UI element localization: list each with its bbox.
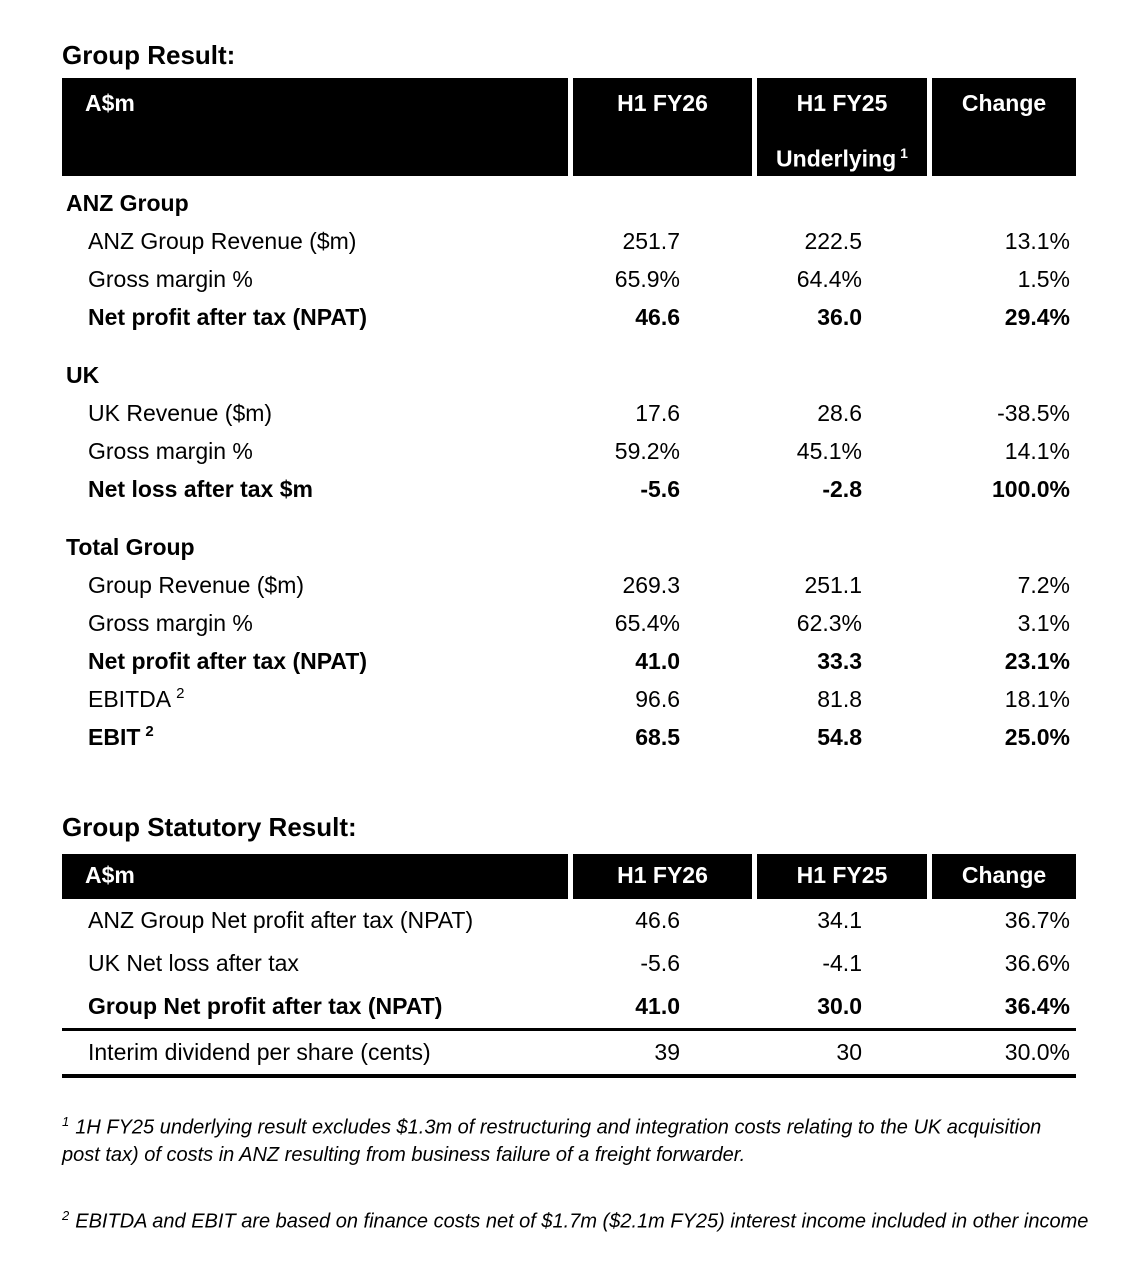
section-header-total-group: Total Group: [66, 534, 195, 560]
table-row: [62, 432, 1076, 470]
footnote-1-line-2: post tax) of costs in ANZ resulting from business failure of a freight forwarder.: [62, 1143, 746, 1166]
header-cell-h1fy26: H1 FY26: [573, 854, 752, 899]
document-page: [0, 40, 1089, 1235]
row-label: ANZ Group Revenue ($m): [88, 228, 357, 254]
table-row: [62, 642, 1076, 680]
value-h1fy25: 81.8: [817, 686, 862, 712]
value-h1fy25: -2.8: [822, 476, 862, 502]
value-change: 36.6%: [1004, 950, 1070, 976]
header-cell-h1fy25: H1 FY25: [757, 854, 927, 899]
value-h1fy25: 30.0: [817, 993, 862, 1019]
group-statutory-result-table: [62, 854, 1076, 1078]
row-label: Gross margin %: [88, 610, 253, 636]
table-row: [62, 680, 1076, 718]
value-change: 7.2%: [1017, 572, 1070, 598]
value-change: 18.1%: [1004, 686, 1070, 712]
value-change: -38.5%: [997, 400, 1070, 426]
header-cell-h1fy25-underlying: [757, 78, 927, 176]
header-cell-h1fy26: H1 FY26: [573, 78, 752, 176]
value-change: 3.1%: [1017, 610, 1070, 636]
value-h1fy26: 269.3: [622, 572, 680, 598]
row-label: EBIT $^2$: [88, 723, 154, 750]
row-label: Group Net profit after tax (NPAT): [88, 993, 443, 1019]
value-h1fy26: -5.6: [640, 950, 680, 976]
value-change: 30.0%: [1004, 1039, 1070, 1065]
row-label: UK Revenue ($m): [88, 400, 273, 426]
row-label: UK Net loss after tax: [88, 950, 299, 976]
value-h1fy25: 30: [836, 1039, 862, 1065]
value-h1fy26: 41.0: [635, 993, 680, 1019]
row-label: Net profit after tax (NPAT): [88, 648, 367, 674]
value-h1fy25: 251.1: [804, 572, 862, 598]
value-change: 13.1%: [1004, 228, 1070, 254]
row-label: EBITDA $^2$: [88, 685, 185, 712]
row-label: Net loss after tax $m: [88, 476, 313, 502]
value-h1fy26: 41.0: [635, 648, 680, 674]
statutory-header-row: [62, 854, 1076, 899]
value-h1fy26: 39: [654, 1039, 680, 1065]
footnote-ref-2: 2: [176, 685, 185, 703]
value-h1fy26: 59.2%: [614, 438, 680, 464]
value-change: 14.1%: [1004, 438, 1070, 464]
value-h1fy25: 34.1: [817, 907, 862, 933]
table-row: [62, 985, 1076, 1028]
value-change: 36.4%: [1004, 993, 1070, 1019]
table-row: [62, 604, 1076, 642]
header-cell-change: Change: [932, 78, 1076, 176]
value-h1fy26: 68.5: [635, 724, 680, 750]
footnotes: [62, 1108, 1089, 1235]
value-change: 29.4%: [1004, 304, 1070, 330]
value-h1fy26: 65.9%: [614, 266, 680, 292]
row-label: Group Revenue ($m): [88, 572, 305, 598]
header-cell-asm: A$m: [62, 854, 568, 899]
value-h1fy25: 28.6: [817, 400, 862, 426]
dividend-row: [62, 1031, 1076, 1074]
value-h1fy26: 251.7: [622, 228, 680, 254]
value-h1fy26: 96.6: [635, 686, 680, 712]
value-h1fy26: -5.6: [640, 476, 680, 502]
value-h1fy25: 62.3%: [796, 610, 862, 636]
section-header-uk: UK: [66, 362, 100, 388]
section-header-anz-group: ANZ Group: [66, 190, 189, 216]
header-cell-asm: A$m: [62, 78, 568, 176]
value-h1fy26: 46.6: [635, 304, 680, 330]
table-row: [62, 260, 1076, 298]
value-change: 23.1%: [1004, 648, 1070, 674]
value-h1fy25: 54.8: [817, 724, 862, 750]
footnote-2-line-1: $^2$ EBITDA and EBIT are based on finance costs net of $1.7m ($2.1m FY25) interest income included in other income: [62, 1207, 1089, 1233]
value-change: 100.0%: [991, 476, 1070, 502]
group-result-table: [62, 78, 1076, 756]
value-change: 36.7%: [1004, 907, 1070, 933]
row-label: Gross margin %: [88, 266, 253, 292]
table-row: [62, 470, 1076, 508]
value-h1fy25: 33.3: [817, 648, 862, 674]
value-h1fy26: 65.4%: [614, 610, 680, 636]
value-h1fy25: 222.5: [804, 228, 862, 254]
footnote-ref-2: 2: [145, 723, 154, 741]
value-h1fy25: -4.1: [822, 950, 862, 976]
value-change: 25.0%: [1004, 724, 1070, 750]
row-label: ANZ Group Net profit after tax (NPAT): [88, 907, 474, 933]
header-cell-change: Change: [932, 854, 1076, 899]
row-label: Interim dividend per share (cents): [88, 1039, 431, 1065]
table-bottom-rule: [62, 1074, 1076, 1078]
table-row: [62, 942, 1076, 985]
table-row: [62, 566, 1076, 604]
header-h1fy25-line1: H1 FY25: [796, 90, 888, 116]
value-h1fy25: 45.1%: [796, 438, 862, 464]
value-h1fy26: 17.6: [635, 400, 680, 426]
group-result-title: Group Result:: [62, 40, 236, 70]
header-h1fy25-line2: Underlying $^1$: [776, 145, 908, 172]
row-label: Net profit after tax (NPAT): [88, 304, 367, 330]
value-h1fy25: 64.4%: [796, 266, 862, 292]
footnote-2: [62, 1202, 1089, 1236]
footnote-1: [62, 1108, 1076, 1169]
value-h1fy25: 36.0: [817, 304, 862, 330]
row-label: Gross margin %: [88, 438, 253, 464]
group-result-header-row: [62, 78, 1076, 176]
footnote-1-line-1: $^1$ 1H FY25 underlying result excludes $1.3m of restructuring and integration costs relating to the UK acquisition: [62, 1114, 1042, 1139]
footnote-ref-1: 1: [900, 145, 908, 161]
table-row: [62, 298, 1076, 336]
table-row: [62, 899, 1076, 942]
table-row: [62, 394, 1076, 432]
group-statutory-result-title: Group Statutory Result:: [62, 812, 357, 842]
value-h1fy26: 46.6: [635, 907, 680, 933]
value-change: 1.5%: [1017, 266, 1070, 292]
table-row: [62, 222, 1076, 260]
table-row: [62, 718, 1076, 756]
